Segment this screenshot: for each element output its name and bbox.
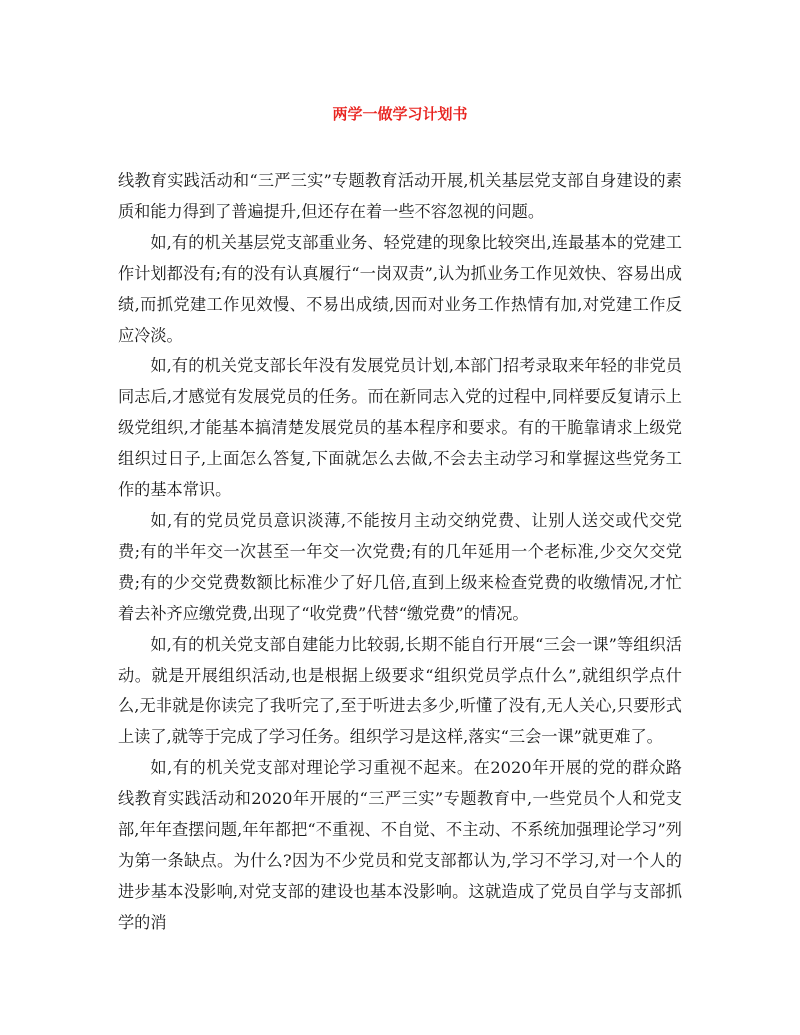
document-title: 两学一做学习计划书 bbox=[332, 105, 468, 123]
document-body bbox=[118, 166, 682, 939]
paragraph-6: 如,有的机关党支部对理论学习重视不起来。在2020年开展的党的群众路线教育实践活动和2020年开展的“三严三实”专题教育中,一些党员个人和党支部,年年查摆问题,年年都把“不重视、不自觉、不主动、不系统加强理论学习”列为第一条缺点。为什么?因为不少党员和党支部都认为,学习不学习,对一个人的进步基本没影响,对党支部的建设也基本没影响。这就造成了党员自学与支部抓学的消 bbox=[118, 758, 682, 932]
paragraph-3: 如,有的机关党支部长年没有发展党员计划,本部门招考录取来年轻的非党员同志后,才感觉有发展党员的任务。而在新同志入党的过程中,同样要反复请示上级党组织,才能基本搞清楚发展党员的基本程序和要求。有的干脆靠请求上级党组织过日子,上面怎么答复,下面就怎么去做,不会去主动学习和掌握这些党务工作的基本常识。 bbox=[118, 356, 682, 500]
paragraph-5: 如,有的机关党支部自建能力比较弱,长期不能自行开展“三会一课”等组织活动。就是开展组织活动,也是根据上级要求“组织党员学点什么”,就组织学点什么,无非就是你读完了我听完了,至于听进去多少,听懂了没有,无人关心,只要形式上读了,就等于完成了学习任务。组织学习是这样,落实“三会一课”就更难了。 bbox=[118, 634, 682, 747]
paragraph-4: 如,有的党员党员意识淡薄,不能按月主动交纳党费、让别人送交或代交党费;有的半年交一次甚至一年交一次党费;有的几年延用一个老标准,少交欠交党费;有的少交党费数额比标准少了好几倍,直到上级来检查党费的收缴情况,才忙着去补齐应缴党费,出现了“收党费”代替“缴党费”的情况。 bbox=[118, 510, 682, 623]
paragraph-2: 如,有的机关基层党支部重业务、轻党建的现象比较突出,连最基本的党建工作计划都没有;有的没有认真履行“一岗双责”,认为抓业务工作见效快、容易出成绩,而抓党建工作见效慢、不易出成绩,因而对业务工作热情有加,对党建工作反应冷淡。 bbox=[118, 232, 682, 345]
paragraph-1: 线教育实践活动和“三严三实”专题教育活动开展,机关基层党支部自身建设的素质和能力得到了普遍提升,但还存在着一些不容忽视的问题。 bbox=[118, 171, 682, 221]
